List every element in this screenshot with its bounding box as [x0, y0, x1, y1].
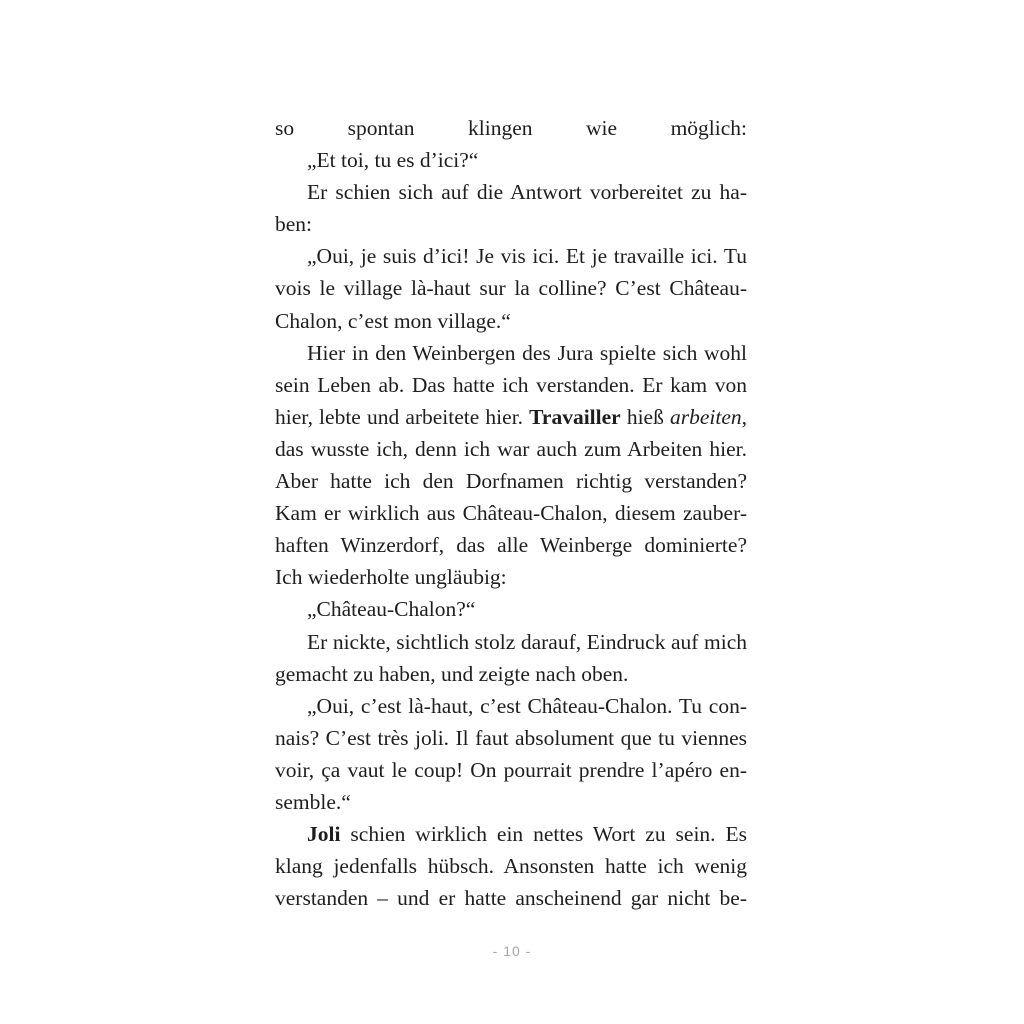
text-run: „Château-Chalon?“	[307, 597, 476, 622]
text-line	[275, 561, 747, 593]
page-number: - 10 -	[492, 943, 532, 959]
text-line	[275, 272, 747, 304]
text-line	[275, 208, 747, 240]
text-line	[275, 722, 747, 754]
text-line	[275, 593, 747, 625]
text-line	[275, 754, 747, 786]
text-line	[275, 369, 747, 401]
text-line	[275, 240, 747, 272]
text-run: Aber hatte ich den Dorfnamen richtig verstanden?	[275, 469, 747, 494]
text-run: sein Leben ab. Das hatte ich verstanden. Er kam von	[275, 372, 747, 397]
text-line	[275, 401, 747, 433]
text-line	[275, 433, 747, 465]
text-run: hier, lebte und arbeitete hier.	[275, 404, 530, 429]
text-run: voir, ça vaut le coup! On pourrait prendre l’apéro en-	[275, 757, 747, 782]
text-run: Chalon, c’est mon village.“	[275, 308, 511, 333]
text-line	[275, 882, 747, 914]
text-run: klang jedenfalls hübsch. Ansonsten hatte ich wenig	[275, 854, 747, 879]
text-run: Kam er wirklich aus Château-Chalon, diesem zauber-	[275, 501, 747, 526]
text-line	[275, 658, 747, 690]
text-run: Hier in den Weinbergen des Jura spielte sich wohl	[307, 340, 747, 365]
text-run: haften Winzerdorf, das alle Weinberge dominierte?	[275, 533, 747, 558]
text-run: „Oui, c’est là-haut, c’est Château-Chalon. Tu con-	[307, 693, 747, 718]
text-run: Er schien sich auf die Antwort vorbereitet zu ha-	[307, 180, 747, 205]
text-run: hieß	[620, 404, 670, 429]
text-line	[275, 786, 747, 818]
text-run: „Oui, je suis d’ici! Je vis ici. Et je travaille ici. Tu	[307, 244, 747, 269]
text-run: ben:	[275, 212, 313, 237]
text-line	[275, 305, 747, 337]
text-line	[275, 176, 747, 208]
text-run: Er nickte, sichtlich stolz darauf, Eindruck auf mich	[307, 629, 747, 654]
text-run: semble.“	[275, 789, 351, 814]
text-line	[275, 337, 747, 369]
text-line	[275, 144, 747, 176]
text-run: verstanden – und er hatte anscheinend gar nicht be-	[275, 886, 747, 911]
text-line	[275, 626, 747, 658]
text-run: ,	[741, 404, 747, 429]
text-line	[275, 690, 747, 722]
bold-word: Joli	[307, 822, 341, 847]
text-line	[275, 529, 747, 561]
text-run: das wusste ich, denn ich war auch zum Arbeiten hier.	[275, 436, 747, 461]
text-line	[275, 850, 747, 882]
text-run: nais? C’est très joli. Il faut absolument que tu viennes	[275, 725, 747, 750]
text-run: vois le village là-haut sur la colline? C’est Château-	[275, 276, 747, 301]
body-text	[275, 112, 747, 914]
text-line	[275, 112, 747, 144]
text-line	[275, 818, 747, 850]
bold-word: Travailler	[529, 404, 621, 429]
text-line	[275, 497, 747, 529]
text-run: gemacht zu haben, und zeigte nach oben.	[275, 661, 629, 686]
text-run: so spontan klingen wie möglich:	[275, 116, 747, 140]
text-run: Ich wiederholte ungläubig:	[275, 565, 507, 590]
text-line	[275, 465, 747, 497]
italic-word: arbeiten	[669, 404, 742, 429]
text-run: schien wirklich ein nettes Wort zu sein. Es	[340, 822, 747, 847]
text-run: „Et toi, tu es d’ici?“	[307, 148, 479, 173]
